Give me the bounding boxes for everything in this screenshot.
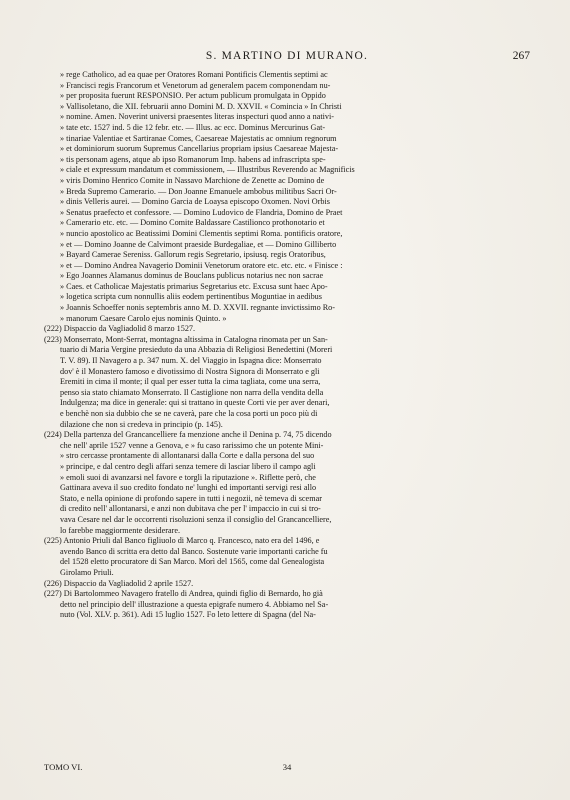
text-line: » principe, e dal centro degli affari senza temere di lasciar libero il campo agli xyxy=(60,461,316,471)
text-line: Girolamo Priuli. xyxy=(60,567,114,577)
text-line: » et — Domino Andrea Navagerio Dominii Venetorum oratore etc. etc. etc. « Finisce : xyxy=(60,260,343,270)
text-line: » logetica scripta cum nonnullis aliis eodem pertinentibus Moguntiae in aedibus xyxy=(60,292,322,302)
text-line: » rege Catholico, ad ea quae per Oratores Romani Pontificis Clementis septimi ac xyxy=(60,70,328,79)
text-line: » tate etc. 1527 ind. 5 die 12 febr. etc. — Illus. ac ecc. Dominus Mercurinus Gat- xyxy=(60,122,326,132)
text-line: dov' è il Monastero famoso e divotissimo di Nostra Signora di Monserrato e gli xyxy=(60,366,320,376)
page-number: 267 xyxy=(512,50,530,62)
text-line: » Breda Supremo Camerario. — Don Joanne Emanuele ambobus militibus Sacri Or- xyxy=(60,186,337,196)
text-line: Indulgenza; ma dice in generale: qui si trattano in queste Corti vie per aver denari, xyxy=(60,398,330,408)
volume-label: TOMO VI. xyxy=(44,762,83,772)
text-line: » emoli suoi di avanzarsi nel favore e torgli la riputazione ». Riflette però, che xyxy=(60,472,316,482)
text-line: » Ego Joannes Alamanus dominus de Bouclans publicus notarius nec non sacrae xyxy=(60,271,324,281)
page-header xyxy=(44,50,530,66)
text-line: » Caes. et Catholicae Majestatis primarius Segretarius etc. Excusa sunt haec Apo- xyxy=(60,281,328,291)
text-line: (222) Dispaccio da Vagliadolid 8 marzo 1527. xyxy=(44,324,196,334)
text-line: » et — Domino Joanne de Calvimont praeside Burdegaliae, et — Domino Gilliberto xyxy=(60,239,337,249)
text-line: (227) Di Bartolommeo Navagero fratello di Andrea, quindi figlio di Bernardo, ho già xyxy=(44,589,323,599)
text-line: » Joannis Schoeffer nonis septembris anno M. D. XXVII. regnante invictissimo Ro- xyxy=(60,303,335,313)
text-line: » manorum Caesare Carolo ejus nominis Quinto. » xyxy=(60,313,227,323)
text-line: » tinariae Valentiae et Sartiranae Comes, Caesareae Majestatis ac omnium regnorum xyxy=(60,133,337,143)
text-line: » Bayard Camerae Sereniss. Gallorum regis Segretario, ipsiusq. regis Oratoribus, xyxy=(60,250,326,260)
text-line: di credito nell' allontanarsi, e anzi non dubitava che per l' impaccio in cui si tro- xyxy=(60,504,321,514)
text-line: nuto (Vol. XLV. p. 361). Adi 15 luglio 1527. Fo leto lettere di Spagna (del Na- xyxy=(60,610,316,620)
text-line: Stato, e nella opinione di profondo sapere in tutti i negozii, nè temeva di scemar xyxy=(60,493,322,503)
text-line: lo farebbe maggiormente desiderare. xyxy=(60,525,181,535)
footnotes-body xyxy=(44,70,532,621)
text-line: » stro cercasse prontamente di allontanarsi dalla Corte e dalla persona del suo xyxy=(60,451,315,461)
text-line: penso sia stato chiamato Monserrato. Il Castiglione non narra della vendita della xyxy=(60,387,324,397)
text-line: avendo Banco di scritta era detto dal Banco. Sostenute varie importanti cariche fu xyxy=(60,546,328,556)
text-line: » nomine. Amen. Noverint universi praesentes literas inspecturi quod anno a nativi- xyxy=(60,112,334,122)
text-line: detto nel principio dell' illustrazione a questa epigrafe numero 4. Abbiamo nel Sa- xyxy=(60,599,329,609)
text-line: T. V. 89). Il Navagero a p. 347 num. X. del Viaggio in Ispagna dice: Monserrato xyxy=(60,356,322,366)
text-line: » Vallisoletano, die XII. februarii anno Domini M. D. XXVII. « Comincia » In Christi xyxy=(60,101,342,111)
text-line: » nuncio apostolico ac Beatissimi Domini Clementis septimi Roma. pontificis oratore, xyxy=(60,228,343,238)
text-line: vava Cesare nel dar le occorrenti risoluzioni senza il consiglio del Grancancelliere, xyxy=(60,514,332,524)
text-line: Gattinara aveva il suo credito fondato ne' lunghi ed importanti servigi resi allo xyxy=(60,483,317,493)
text-line: » Francisci regis Francorum et Venetorum ad generalem pacem componendam nu- xyxy=(60,80,331,90)
text-line: del 1528 eletto procuratore di San Marco. Morì del 1565, come dal Genealogista xyxy=(60,557,325,567)
text-line: (225) Antonio Priuli dal Banco figliuolo di Marco q. Francesco, nato era del 1496, e xyxy=(44,536,320,546)
text-line: dilazione che non si credeva in principio (p. 145). xyxy=(60,419,223,429)
text-line: » et dominiorum suorum Supremus Cancellarius propriam ipsius Caesareae Majesta- xyxy=(60,144,339,154)
text-line: » Camerario etc. etc. — Domino Comite Baldassare Castilionco prothonotario et xyxy=(60,218,325,228)
text-line: » dinis Velleris aurei. — Domino Garcia de Loaysa episcopo Oxomen. Novi Orbis xyxy=(60,197,330,207)
page-footer xyxy=(44,762,530,774)
text-line: (226) Dispaccio da Vagliadolid 2 aprile 1527. xyxy=(44,578,194,588)
text-line: » Senatus praefecto et confessore. — Domino Ludovico de Flandria, Domino de Praet xyxy=(60,207,343,217)
text-line: (224) Della partenza del Grancancelliere fa menzione anche il Denina p. 74, 75 dicendo xyxy=(44,430,332,440)
running-head: S. MARTINO DI MURANO. xyxy=(205,50,369,62)
text-line: tuario di Maria Vergine presieduto da una Abbazia di Religiosi Benedettini (Moreri xyxy=(60,345,333,355)
text-line: » ciale et expressum mandatum et commissionem, — Illustribus Reverendo ac Magnificis xyxy=(60,165,355,175)
text-line: e benchè non sia dubbio che se ne caverà, pare che la cosa porti un poco più di xyxy=(60,409,318,418)
text-line: Eremiti in cima il monte; il qual per esser tutta la cima tagliata, come una serra, xyxy=(60,377,321,387)
text-line: » viris Domino Henrico Comite in Nassavo Marchione de Zenette ac Domino de xyxy=(60,175,325,185)
text-line: » tis personam agens, atque ab ipso Romanorum Imp. habens ad infrascripta spe- xyxy=(60,154,326,164)
text-line: (223) Monserrato, Mont-Serrat, montagna altissima in Catalogna rinomata per un San- xyxy=(44,334,328,344)
text-line: » per proposita fuerunt RESPONSIO. Per actum publicum promulgata in Oppido xyxy=(60,91,326,101)
signature-mark: 34 xyxy=(282,762,292,772)
text-line: che nell' aprile 1527 venne a Genova, e » fu caso rarissimo che un potente Mini- xyxy=(60,440,324,450)
